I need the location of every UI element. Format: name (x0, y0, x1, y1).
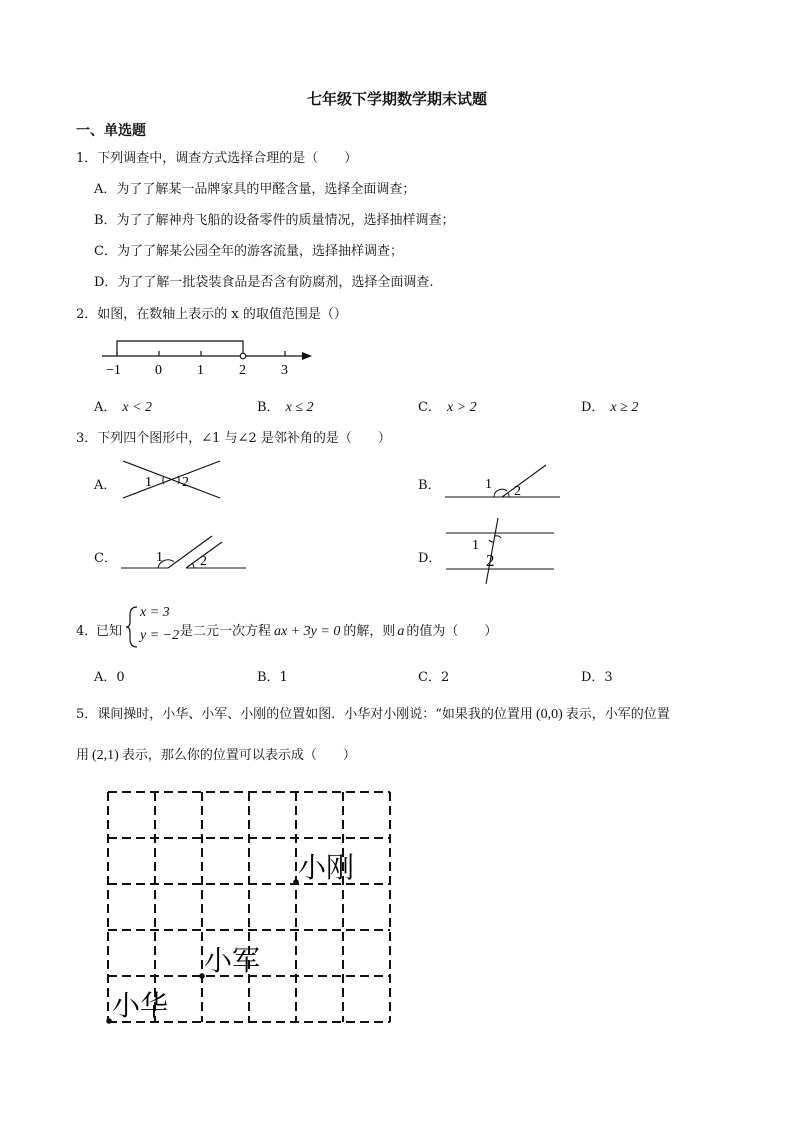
coordinate: (2,1) (92, 748, 119, 763)
question-text: 用 (76, 748, 90, 763)
angle-arc (508, 493, 509, 497)
q4-option-c: C．2 (418, 670, 450, 685)
q3-label-b: B． (418, 478, 441, 493)
section-heading: 一、单选题 (76, 123, 146, 139)
angle-arc (495, 536, 501, 538)
q3-label-a: A． (94, 478, 117, 493)
question-4-number: 4． (76, 624, 98, 639)
tick-label: −1 (106, 363, 121, 378)
xiaogang-label: 小刚 (298, 851, 355, 884)
figure-c-angles (118, 532, 250, 574)
question-5-line-1 (76, 703, 670, 723)
angle-arc (163, 476, 164, 484)
q2-option-c: C． x > 2 (418, 400, 477, 415)
equation-1: x = 3 (140, 605, 170, 620)
question-4-text (180, 620, 497, 640)
page-title: 七年级下学期数学期末试题 (306, 90, 487, 108)
angle-2-label: 2 (200, 554, 207, 569)
question-text: 的值为（ ） (406, 624, 498, 639)
question-number: 5． (76, 707, 98, 722)
equation-2: y = −2 (140, 628, 180, 643)
q1-option-c: C．为了了解某公园全年的游客流量，选择抽样调查； (94, 244, 403, 259)
xiaojun-label: 小军 (204, 944, 261, 977)
q1-option-d: D．为了了解一批袋装食品是否含有防腐剂，选择全面调查. (94, 275, 434, 290)
angle-arc (192, 563, 194, 568)
dashed-grid (108, 792, 390, 1022)
question-text: 如图，在数轴上表示的 x 的取值范围是（） (97, 307, 347, 322)
tick-label: 1 (197, 363, 204, 378)
tick-label: 3 (281, 363, 288, 378)
q4-option-a: A．0 (94, 670, 125, 685)
xiaohua-point (106, 1018, 112, 1024)
question-text: 表示，那么你的位置可以表示成（ ） (121, 748, 356, 763)
angle-1-label: 1 (472, 538, 479, 553)
question-4-prefix: 已知 (96, 624, 123, 639)
q1-option-a: A．为了了解某一品牌家具的甲醛含量，选择全面调查； (94, 182, 416, 197)
angle-arc (178, 476, 179, 484)
q2-option-a: A． x < 2 (94, 400, 153, 415)
system-brace (125, 605, 139, 649)
coordinate: (0,0) (535, 707, 563, 722)
axis-ticks (117, 351, 285, 356)
figure-d-parallel-lines (442, 516, 558, 586)
q1-option-b: B．为了了解神舟飞船的设备零件的质量情况，选择抽样调查； (94, 213, 455, 228)
q2-option-b: B． x ≤ 2 (257, 400, 314, 415)
angle-2-label: 2 (486, 551, 495, 570)
angle-2-label: 2 (182, 475, 189, 490)
open-endpoint (240, 353, 246, 359)
figure-a-vertical-angles (118, 458, 228, 502)
xiaohua-label: 小华 (112, 989, 169, 1022)
solution-range-bracket (117, 341, 243, 356)
figure-b-adjacent-angles (442, 462, 564, 502)
q4-option-b: B．1 (257, 670, 288, 685)
q3-label-c: C． (94, 551, 117, 566)
axis-arrow (302, 352, 312, 360)
question-3 (76, 427, 391, 446)
number-line-figure (96, 336, 326, 378)
position-grid-figure (100, 785, 400, 1030)
question-number: 3． (76, 431, 98, 446)
variable: a (397, 624, 405, 639)
question-text: 是二元一次方程 (180, 624, 272, 639)
question-5-line-2 (76, 744, 356, 764)
q3-label-d: D． (418, 551, 442, 566)
angle-1-label: 1 (156, 550, 163, 565)
q2-option-d: D． x ≥ 2 (581, 400, 639, 415)
question-text: 的解，则 (343, 624, 396, 639)
q4-option-d: D．3 (581, 670, 613, 685)
angle-arc (494, 489, 507, 497)
angle-1-label: 1 (145, 475, 152, 490)
question-text: 下列调查中，调查方式选择合理的是（ ） (97, 151, 358, 166)
tick-label: 2 (239, 363, 246, 378)
angle-2-label: 2 (514, 484, 521, 499)
angle-arc (489, 540, 493, 542)
ray (502, 465, 546, 497)
question-number: 2． (76, 307, 98, 322)
equation: ax + 3y = 0 (274, 624, 341, 639)
question-text: 表示，小军的位置 (565, 707, 670, 722)
question-text: 课间操时，小华、小军、小刚的位置如图．小华对小刚说：“如果我的位置用 (97, 707, 533, 722)
angle-1-label: 1 (485, 477, 492, 492)
question-1 (76, 147, 357, 166)
question-text: 下列四个图形中，∠1 与∠2 是邻补角的是（ ） (97, 431, 391, 446)
question-2 (76, 303, 347, 322)
tick-label: 0 (155, 363, 162, 378)
question-number: 1． (76, 151, 98, 166)
